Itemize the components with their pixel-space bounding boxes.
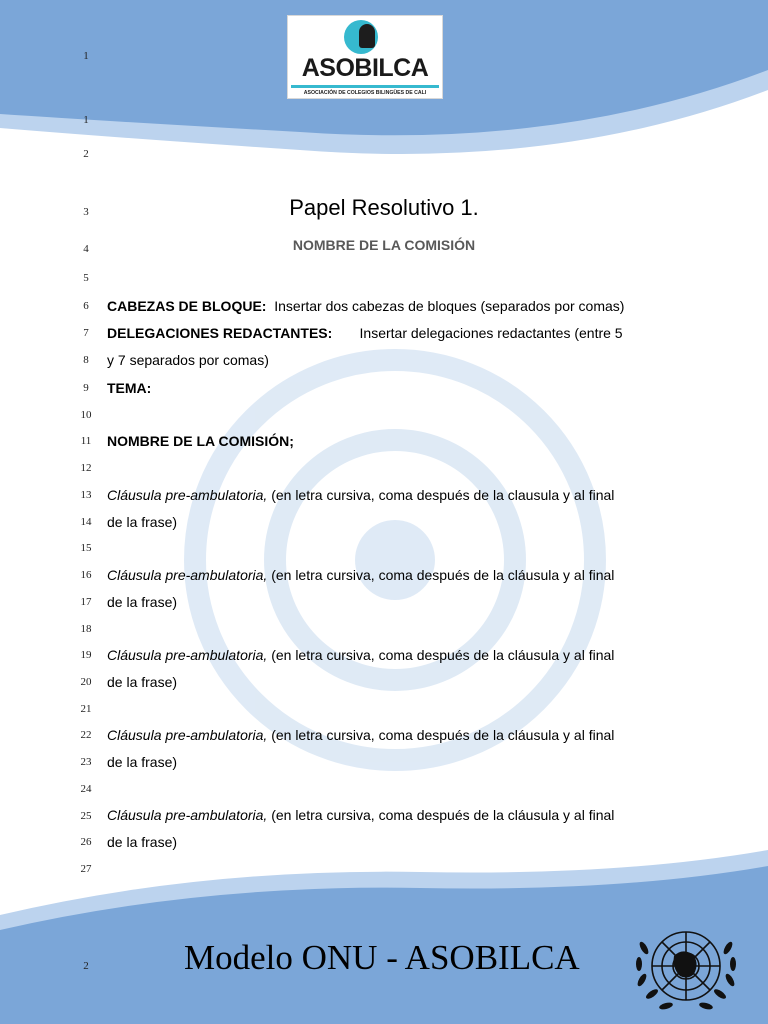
line-number: 10 <box>80 409 92 421</box>
delegaciones-cont: y 7 separados por comas) <box>107 352 269 368</box>
clause-italic: Cláusula pre-ambulatoria, <box>107 487 268 503</box>
clause-italic: Cláusula pre-ambulatoria, <box>107 727 268 743</box>
line-number: 15 <box>80 542 92 554</box>
line-number: 22 <box>80 729 92 741</box>
clause-italic: Cláusula pre-ambulatoria, <box>107 807 268 823</box>
clause-line: Cláusula pre-ambulatoria, (en letra cursiva, coma después de la clausula y al final <box>107 487 615 503</box>
line-number: 13 <box>80 489 92 501</box>
line-number: 21 <box>80 703 92 715</box>
delegaciones-line <box>107 324 623 342</box>
logo-figure-icon <box>344 20 378 54</box>
clause-italic: Cláusula pre-ambulatoria, <box>107 647 268 663</box>
delegaciones-value: Insertar delegaciones redactantes (entre 5 <box>359 325 623 341</box>
un-emblem-icon <box>630 918 742 1018</box>
line-number: 6 <box>83 300 89 312</box>
line-number: 8 <box>83 354 89 366</box>
line-number: 4 <box>83 243 89 255</box>
line-number: 16 <box>80 569 92 581</box>
delegaciones-label: DELEGACIONES REDACTANTES: <box>107 325 333 341</box>
line-number: 9 <box>83 382 89 394</box>
line-number: 3 <box>83 206 89 218</box>
clause-line: Cláusula pre-ambulatoria, (en letra cursiva, coma después de la cláusula y al final <box>107 567 615 583</box>
cabezas-label: CABEZAS DE BLOQUE: <box>107 298 267 314</box>
line-number: 5 <box>83 272 89 284</box>
line-number: 18 <box>80 623 92 635</box>
cabezas-line <box>107 297 624 315</box>
line-number: 17 <box>80 596 92 608</box>
clause-continuation: de la frase) <box>107 674 178 690</box>
cabezas-value: Insertar dos cabezas de bloques (separados por comas) <box>274 298 625 314</box>
line-number: 26 <box>80 836 92 848</box>
line-number: 24 <box>80 783 92 795</box>
tema-line <box>107 379 151 397</box>
clause-line: Cláusula pre-ambulatoria, (en letra cursiva, coma después de la cláusula y al final <box>107 647 615 663</box>
footer-page-number: 2 <box>83 960 89 972</box>
clause-continuation: de la frase) <box>107 514 178 530</box>
line-number: 14 <box>80 516 92 528</box>
line-number: 20 <box>80 676 92 688</box>
logo-wordmark: ASOBILCA <box>301 54 429 82</box>
line-number: 23 <box>80 756 92 768</box>
tema-label: TEMA: <box>107 380 152 396</box>
line-number: 25 <box>80 810 92 822</box>
line-number: 1 <box>83 50 89 62</box>
clause-continuation: de la frase) <box>107 834 178 850</box>
line-number: 7 <box>83 327 89 339</box>
footer-title: Modelo ONU - ASOBILCA <box>184 938 580 977</box>
document-subtitle: NOMBRE DE LA COMISIÓN <box>292 237 476 253</box>
line-number: 12 <box>80 462 92 474</box>
clause-italic: Cláusula pre-ambulatoria, <box>107 567 268 583</box>
logo-subtitle: ASOCIACIÓN DE COLEGIOS BILINGÜES DE CALI <box>303 90 427 96</box>
line-number: 2 <box>83 148 89 160</box>
document-title: Papel Resolutivo 1. <box>289 195 479 220</box>
committee-heading: NOMBRE DE LA COMISIÓN; <box>107 433 294 449</box>
line-number: 1 <box>83 114 89 126</box>
clause-continuation: de la frase) <box>107 754 178 770</box>
asobilca-logo <box>287 15 443 99</box>
line-number: 11 <box>80 435 92 447</box>
clause-line: Cláusula pre-ambulatoria, (en letra cursiva, coma después de la cláusula y al final <box>107 727 615 743</box>
line-number: 27 <box>80 863 92 875</box>
clause-line: Cláusula pre-ambulatoria, (en letra cursiva, coma después de la cláusula y al final <box>107 807 615 823</box>
clause-continuation: de la frase) <box>107 594 178 610</box>
line-number: 19 <box>80 649 92 661</box>
